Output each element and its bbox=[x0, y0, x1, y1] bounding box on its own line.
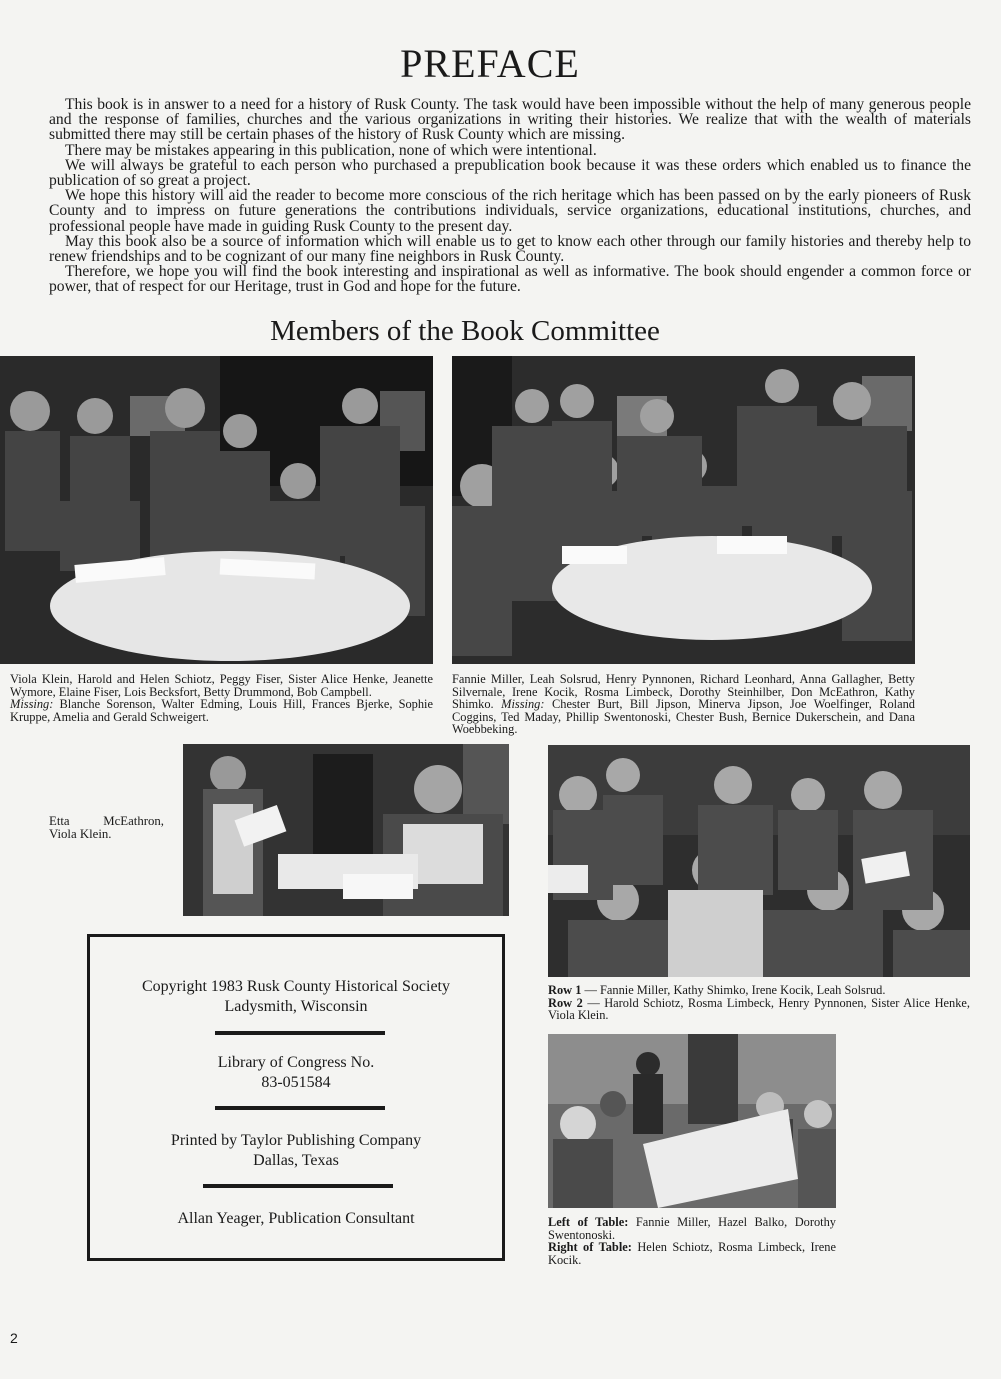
row-label: Row 2 bbox=[548, 995, 583, 1010]
preface-paragraph: May this book also be a source of information which will enable us to get to know each other through our family histories and thereby help to renew friendships and to be cognizant of our many fine neighbors in Rusk County. bbox=[49, 232, 971, 266]
loc-label: Library of Congress No. bbox=[217, 1054, 375, 1071]
printer-city: Dallas, Texas bbox=[253, 1152, 339, 1169]
committee-heading: Members of the Book Committee bbox=[270, 315, 660, 347]
committee-photo-2 bbox=[452, 356, 915, 664]
preface-paragraph: This book is in answer to a need for a history of Rusk County. The task would have been impossible without the help of many generous people and the response of families, churches and the various organizations in writing their histories. We realize that with the wealth of materials submitted there may still be certain phases of the history of Rusk County which are missing. bbox=[49, 96, 971, 144]
caption-missing: Blanche Sorenson, Walter Edming, Louis Hill, Frances Bjerke, Sophie Kruppe, Amelia and Gerald Schweigert. bbox=[10, 697, 433, 724]
divider bbox=[203, 1184, 393, 1188]
caption-photo-4 bbox=[548, 984, 970, 1022]
committee-photo-3 bbox=[183, 744, 509, 916]
missing-label: Missing: bbox=[10, 697, 54, 712]
preface-text bbox=[49, 97, 971, 295]
copyright-location: Ladysmith, Wisconsin bbox=[224, 998, 368, 1015]
copyright-line: Copyright 1983 Rusk County Historical Society bbox=[142, 978, 450, 995]
left-of-table-names: Fannie Miller, Hazel Balko, Dorothy Swentonoski. bbox=[548, 1215, 836, 1242]
right-of-table-label: Right of Table: bbox=[548, 1240, 632, 1255]
caption-names: Viola Klein, Harold and Helen Schiotz, Peggy Fiser, Sister Alice Henke, Jeanette Wymore, Elaine Fiser, Lois Becksfort, Betty Drummond, Bob Campbell. bbox=[10, 672, 433, 699]
caption-photo-2 bbox=[452, 673, 915, 736]
divider bbox=[215, 1031, 385, 1035]
missing-label: Missing: bbox=[501, 697, 545, 712]
page-title: PREFACE bbox=[400, 41, 580, 86]
row-names: — Harold Schiotz, Rosma Limbeck, Henry Pynnonen, Sister Alice Henke, Viola Klein. bbox=[548, 995, 970, 1023]
preface-paragraph: Therefore, we hope you will find the book interesting and inspirational as well as informative. The book should engender a common force or power, that of respect for our Heritage, trust in God and hope for the future. bbox=[49, 263, 971, 296]
committee-photo-5 bbox=[548, 1034, 836, 1208]
divider bbox=[215, 1106, 385, 1110]
row-label: Row 1 bbox=[548, 983, 582, 997]
left-of-table-label: Left of Table: bbox=[548, 1215, 629, 1229]
caption-photo-5 bbox=[548, 1216, 836, 1266]
caption-missing: Chester Burt, Bill Jipson, Minerva Jipson, Joe Woelfinger, Roland Coggins, Ted Maday, Phillip Swentonoski, Chester Bush, Bernice Dukerschein, and Dana Woebbeking. bbox=[452, 697, 915, 737]
printer: Printed by Taylor Publishing Company bbox=[170, 1132, 422, 1149]
page-number: 2 bbox=[10, 1330, 18, 1346]
caption-photo-1 bbox=[10, 673, 433, 723]
committee-photo-4 bbox=[548, 745, 970, 977]
caption-photo-3: Etta McEathron, Viola Klein. bbox=[49, 814, 164, 841]
row-names: — Fannie Miller, Kathy Shimko, Irene Kocik, Leah Solsrud. bbox=[581, 983, 886, 997]
caption-names: Fannie Miller, Leah Solsrud, Henry Pynnonen, Richard Leonhard, Anna Gallagher, Betty Silvernale, Irene Kocik, Rosma Limbeck, Dorothy Steinhilber, Don McEathron, Kathy Shimko. bbox=[452, 672, 915, 712]
right-of-table-names: Helen Schiotz, Rosma Limbeck, Irene Kocik. bbox=[548, 1240, 836, 1267]
preface-paragraph: We hope this history will aid the reader to become more conscious of the rich heritage which has been passed on by the early pioneers of Rusk County and to impress on future generations the contributions individuals, service organizations, educational institutions, churches, and professional people have made in guiding Rusk County to the present day. bbox=[49, 187, 971, 235]
preface-paragraph: We will always be grateful to each person who purchased a prepublication book because it was these orders which enabled us to finance the publication of so great a project. bbox=[49, 156, 971, 190]
preface-paragraph: There may be mistakes appearing in this publication, none of which were intentional. bbox=[65, 141, 597, 159]
committee-photo-1 bbox=[0, 356, 433, 664]
copyright-box bbox=[87, 934, 505, 1261]
loc-number: 83-051584 bbox=[261, 1074, 331, 1091]
publication-consultant: Allan Yeager, Publication Consultant bbox=[177, 1210, 415, 1227]
